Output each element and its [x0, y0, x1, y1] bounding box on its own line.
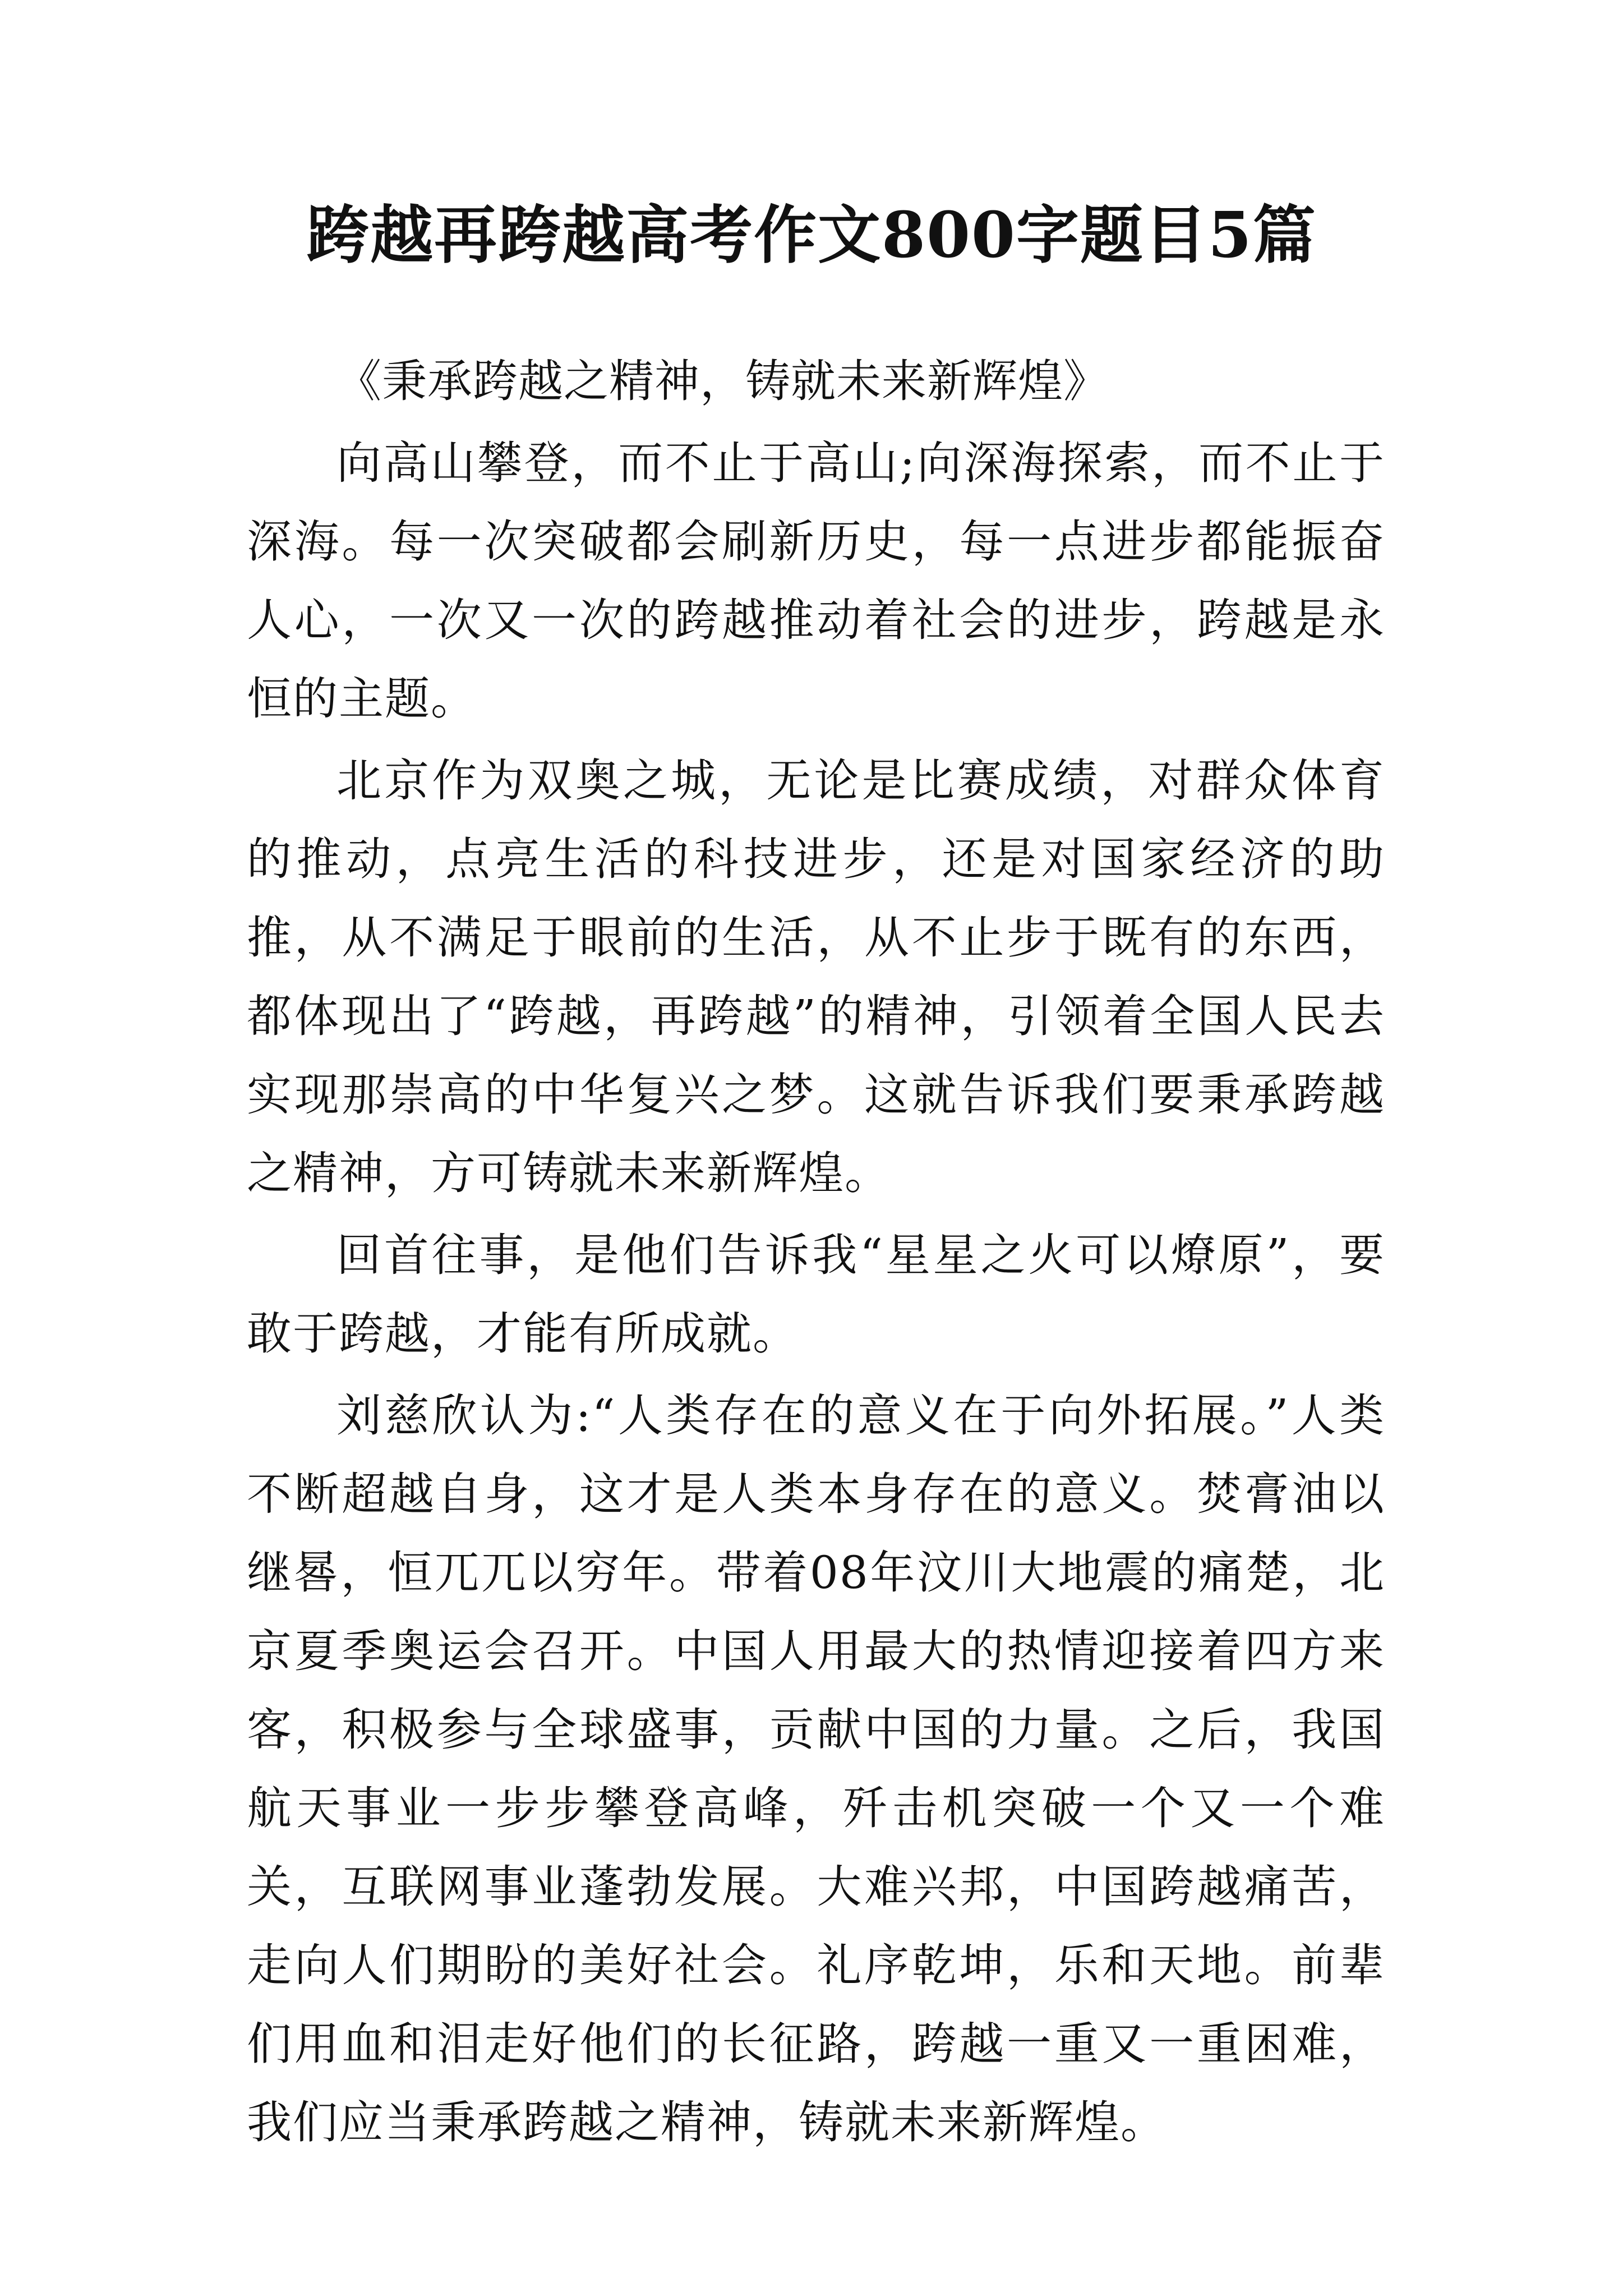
- paragraph: 向高山攀登，而不止于高山;向深海探索，而不止于深海。每一次突破都会刷新历史，每一点进步都能振奋人心，一次又一次的跨越推动着社会的进步，跨越是永恒的主题。: [247, 437, 1385, 725]
- document-body: [247, 342, 1385, 2165]
- paragraph: 刘慈欣认为:“人类存在的意义在于向外拓展。”人类不断超越自身，这才是人类本身存在的意义。焚膏油以继晷，恒兀兀以穷年。带着08年汶川大地震的痛楚，北京夏季奥运会召开。中国人用最大的热情迎接着四方来客，积极参与全球盛事，贡献中国的力量。之后，我国航天事业一步步攀登高峰，歼击机突破一个又一个难关，互联网事业蓬勃发展。大难兴邦，中国跨越痛苦，走向人们期盼的美好社会。礼序乾坤，乐和天地。前辈们用血和泪走好他们的长征路，跨越一重又一重困难，我们应当秉承跨越之精神，铸就未来新辉煌。: [247, 1389, 1385, 2148]
- paragraph: 北京作为双奥之城，无论是比赛成绩，对群众体育的推动，点亮生活的科技进步，还是对国家经济的助推，从不满足于眼前的生活，从不止步于既有的东西，都体现出了“跨越，再跨越”的精神，引领着全国人民去实现那崇高的中华复兴之梦。这就告诉我们要秉承跨越之精神，方可铸就未来新辉煌。: [247, 754, 1385, 1199]
- essay-subtitle: 《秉承跨越之精神，铸就未来新辉煌》: [336, 355, 1109, 407]
- paragraph: 回首往事，是他们告诉我“星星之火可以燎原”，要敢于跨越，才能有所成就。: [247, 1229, 1385, 1360]
- document-title: 跨越再跨越高考作文800字题目5篇: [306, 199, 1317, 272]
